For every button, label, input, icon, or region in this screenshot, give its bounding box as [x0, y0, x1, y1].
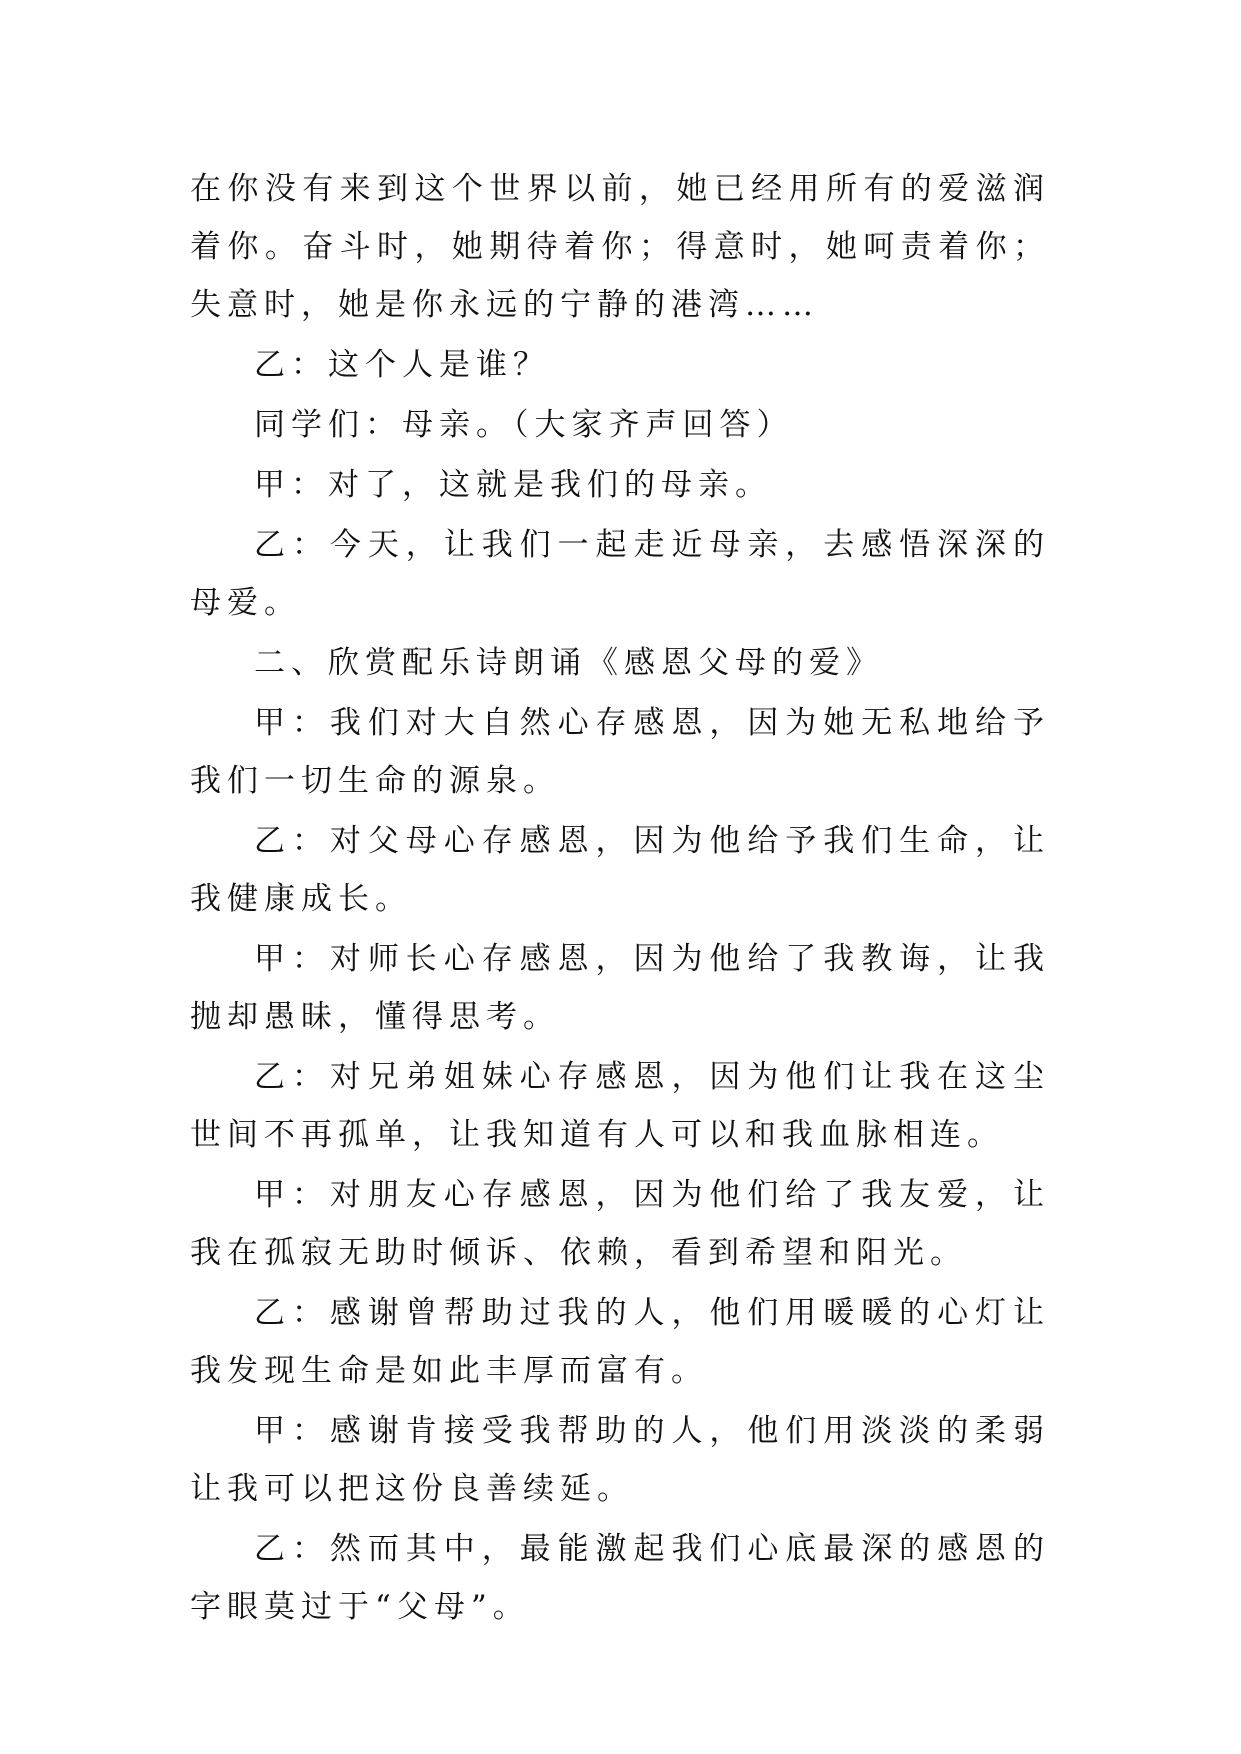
- paragraph-2: 乙：这个人是谁？: [254, 347, 550, 383]
- paragraph-11: 甲：对朋友心存感恩，因为他们给了我友爱，让我在孤寂无助时倾诉、依赖，看到希望和阳光。: [190, 1177, 1050, 1271]
- paragraph-3: 同学们：母亲。（大家齐声回答）: [254, 407, 794, 443]
- paragraph-14: 乙：然而其中，最能激起我们心底最深的感恩的字眼莫过于“父母”。: [190, 1531, 1050, 1625]
- paragraph-12: 乙：感谢曾帮助过我的人，他们用暖暖的心灯让我发现生命是如此丰厚而富有。: [190, 1295, 1050, 1389]
- paragraph-1: 在你没有来到这个世界以前，她已经用所有的爱滋润着你。奋斗时，她期待着你；得意时，她呵责着你；失意时，她是你永远的宁静的港湾……: [190, 171, 1050, 323]
- paragraph-4: 甲：对了，这就是我们的母亲。: [254, 467, 772, 503]
- paragraph-13: 甲：感谢肯接受我帮助的人，他们用淡淡的柔弱让我可以把这份良善续延。: [190, 1413, 1050, 1507]
- document-body: [190, 160, 1050, 1636]
- paragraph-7: 甲：我们对大自然心存感恩，因为她无私地给予我们一切生命的源泉。: [190, 705, 1050, 799]
- paragraph-8: 乙：对父母心存感恩，因为他给予我们生命，让我健康成长。: [190, 823, 1050, 917]
- paragraph-9: 甲：对师长心存感恩，因为他给了我教诲，让我抛却愚昧，懂得思考。: [190, 941, 1050, 1035]
- section-heading: 二、欣赏配乐诗朗诵《感恩父母的爱》: [254, 645, 883, 681]
- paragraph-10: 乙：对兄弟姐妹心存感恩，因为他们让我在这尘世间不再孤单，让我知道有人可以和我血脉相连。: [190, 1059, 1050, 1153]
- paragraph-5: 乙：今天，让我们一起走近母亲，去感悟深深的母爱。: [190, 527, 1050, 621]
